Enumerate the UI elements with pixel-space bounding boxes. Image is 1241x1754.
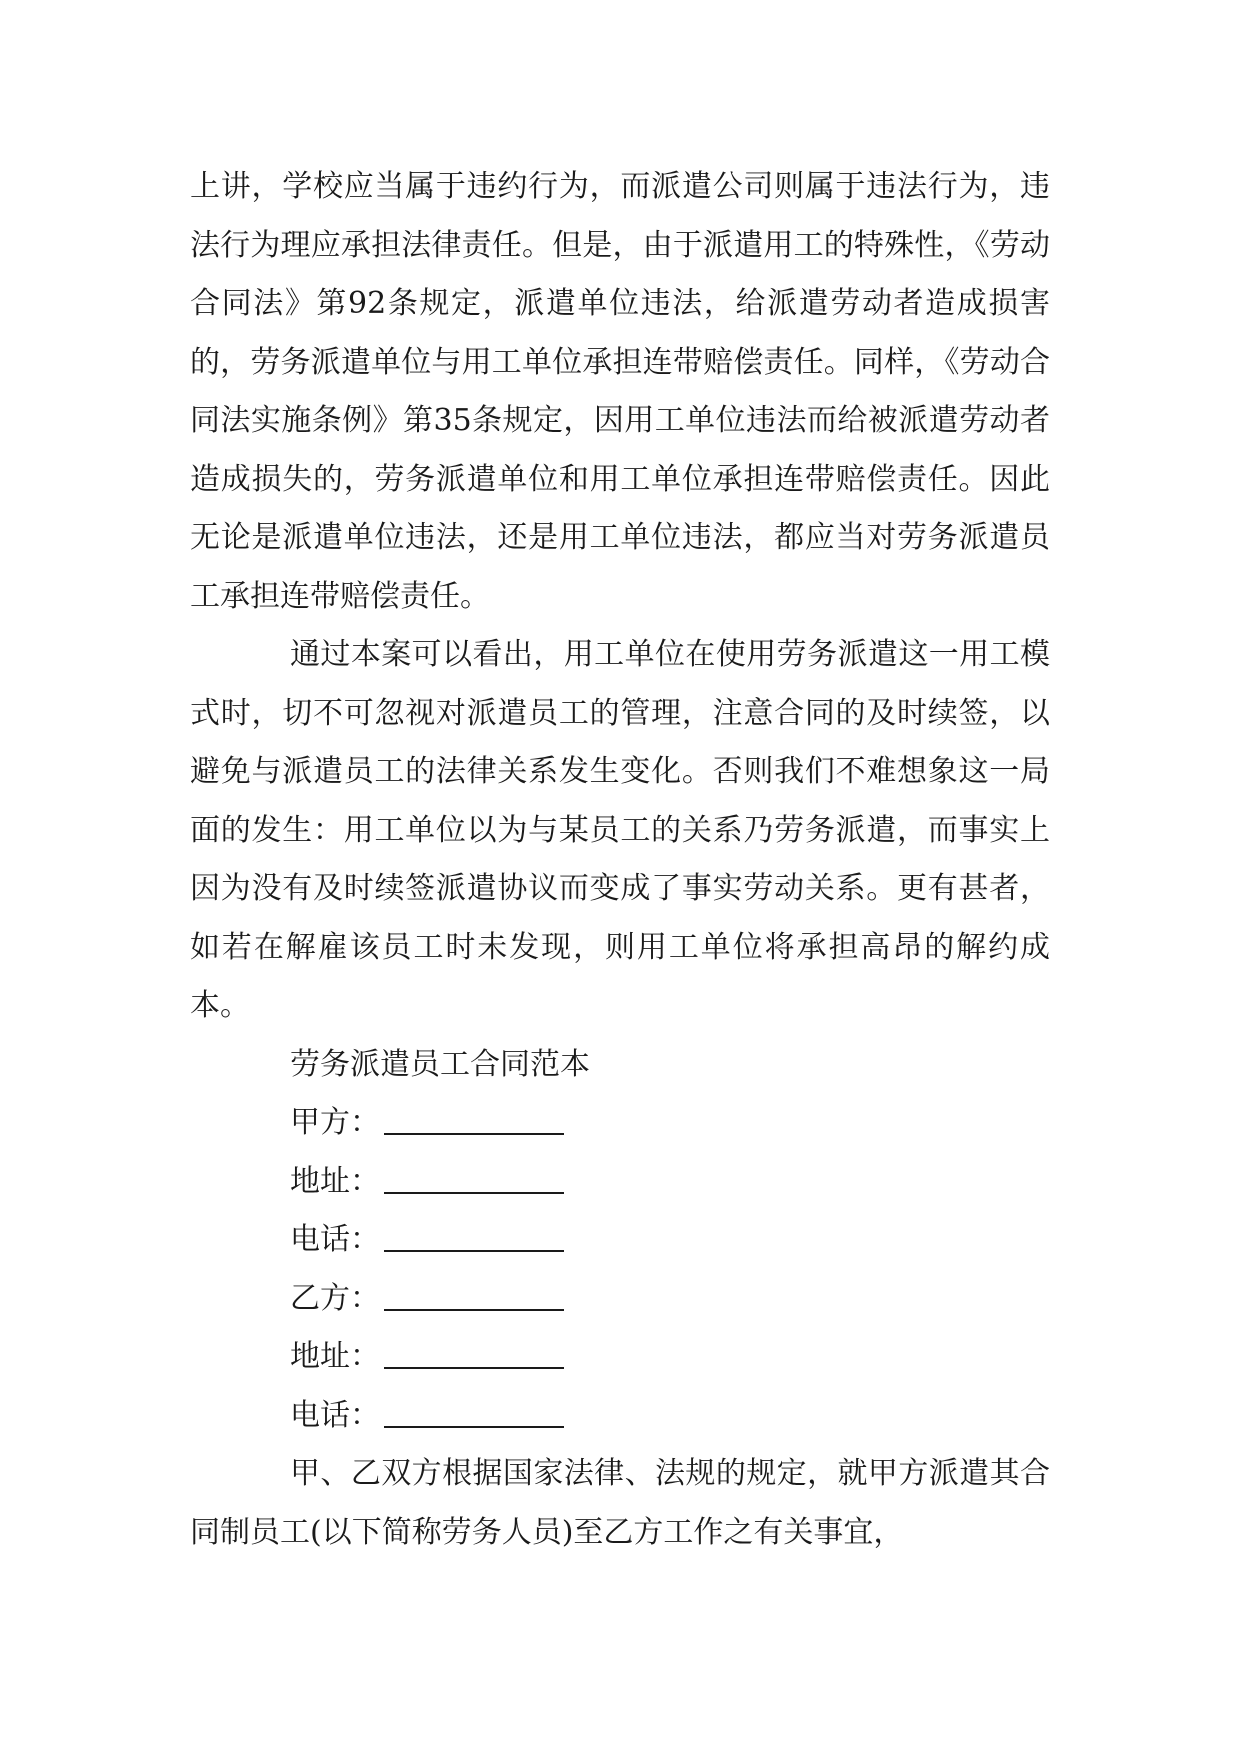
field-party-a [190,1094,1050,1153]
blank-line [384,1101,564,1135]
field-label: 甲方： [290,1105,380,1140]
field-label: 电话： [290,1397,380,1433]
paragraph-conclusion: 通过本案可以看出，用工单位在使用劳务派遣这一用工模式时，切不可忽视对派遣员工的管理，注意合同的及时续签，以避免与派遣员工的法律关系发生变化。否则我们不难想象这一局面的发生：用工单位以为与某员工的关系乃劳务派遣，而事实上因为没有及时续签派遣协议而变成了事实劳动关系。更有甚者，如若在解雇该员工时未发现，则用工单位将承担高昂的解约成本。 [190,637,1050,1023]
paragraph-liability: 上讲，学校应当属于违约行为，而派遣公司则属于违法行为，违法行为理应承担法律责任。但是，由于派遣用工的特殊性，《劳动合同法》第92条规定，派遣单位违法，给派遣劳动者造成损害的，劳务派遣单位与用工单位承担连带赔偿责任。同样，《劳动合同法实施条例》第35条规定，因用工单位违法而给被派遣劳动者造成损失的，劳务派遣单位和用工单位承担连带赔偿责任。因此无论是派遣单位违法，还是用工单位违法，都应当对劳务派遣员工承担连带赔偿责任。 [190,169,1050,614]
contract-title: 劳务派遣员工合同范本 [290,1046,590,1082]
document-body [190,158,1050,1562]
blank-line [384,1160,564,1194]
blank-line [384,1277,564,1311]
field-party-a-address [190,1153,1050,1212]
field-party-b-phone [190,1387,1050,1446]
field-party-b-address [190,1328,1050,1387]
blank-line [384,1218,564,1252]
blank-line [384,1335,564,1369]
field-label: 电话： [290,1222,380,1257]
field-label: 乙方： [290,1280,380,1316]
field-label: 地址： [290,1163,380,1199]
paragraph-contract-intro: 甲、乙双方根据国家法律、法规的规定，就甲方派遣其合同制员工(以下简称劳务人员)至乙方工作之有关事宜， [190,1456,1050,1550]
blank-line [384,1394,564,1428]
field-party-b [190,1270,1050,1329]
field-party-a-phone [190,1211,1050,1270]
field-label: 地址： [290,1339,380,1374]
